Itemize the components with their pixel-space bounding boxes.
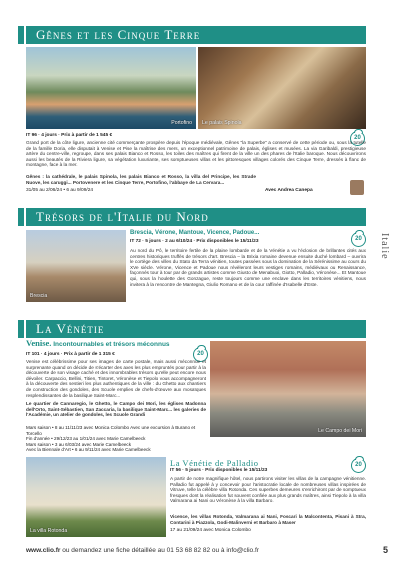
photo-portofino bbox=[26, 47, 196, 129]
photo-campo-dei-mori bbox=[210, 341, 366, 437]
trip-code: IT 72 · 5 jours · 2 au 6/10/24 · Prix disponibles le 15/11/23 bbox=[130, 239, 259, 244]
trip-dates: 17 au 21/09/24 avec Monica Colombo bbox=[170, 528, 251, 533]
photo-palais-spinola bbox=[198, 47, 366, 129]
photo-villa-rotonda bbox=[26, 457, 166, 537]
trip-dates: 31/05 au 2/06/24 • 6 au 9/09/24 bbox=[26, 188, 94, 193]
section-title: Gênes et les Cinque Terre bbox=[36, 27, 201, 42]
page-number: 5 bbox=[382, 545, 388, 555]
date-list bbox=[26, 425, 206, 453]
date-item: Mars saison • 8 au 11/11/23 avec Monica Colombo Avec une excursion à Burano et Torcello bbox=[26, 425, 196, 436]
description: Venise est célébrissime pour ses images de carte postale, mais aussi méconnue et surprenante quand on décide de s'écarter des axes les plus empruntés pour partir à la découverte de son visage caché et des innombrables trésors qu'elle peut encore nous dévoiler. Carpaccio, Bellini, Titien, Tintoret, Véronèse et Tiepolo vous accompagneront à la découverte des sestieri les plus authentiques de la ville : du Ghetto aux chantiers de construction des gondoles, des Scuole emplies de chefs-d'œuvre aux mosaïques resplendissantes de la basilique Saint-Marc... bbox=[26, 359, 206, 398]
footer bbox=[26, 547, 259, 554]
date-item: Fin d'année • 29/12/23 au 1/01/24 avec Marie Camelbeeck bbox=[26, 436, 146, 442]
section-banner-italie-nord bbox=[26, 208, 366, 226]
guide-name: Avec Andrea Canepa bbox=[265, 188, 313, 193]
group-size-badge: 20 bbox=[193, 347, 208, 362]
photo-brescia bbox=[26, 230, 126, 302]
footer-text: ou demandez une fiche détaillée au 01 53 68 82 82 ou à info@clio.fr bbox=[60, 547, 259, 554]
date-item: Mars saison • 3 au 6/03/24 avec Marie Camelbeeck bbox=[26, 441, 132, 447]
highlights: Gênes : la cathédrale, le palais Spinola, les palais Bianco et Rosso, la villa del Principe, les Strade Nuove, les caruggi... Portovenere et les Cinque Terre, Portofino, l'abbaye de La Cervara... bbox=[26, 174, 256, 185]
description: Grand port de la côte ligure, ancienne cité commerçante prospère depuis l'époque médiévale, Gênes "la Superbe" a conservé de cette période ou, sous la tutelle de la famille Doria, elle disputait à Venise et Pise la maîtrise des mers, un exceptionnel patrimoine de palais, églises et musées. La via Garibaldi, prestigieuse artère du centre-ville, regroupe, dans ses palais Bianco et Rosso, les toiles des maîtres qui firent de la ville un des phares de l'Italie baroque. Nous découvrirons aussi les beautés de la Riviera ligure, sa végétation luxuriante, ses somptueuses villas et les pittoresques villages colorés des Cinque Terre, dressés à flanc de montagne, face à la mer. bbox=[26, 140, 366, 168]
description: Au nord du Pô, le territoire fertile de la plaine lombarde et de la Vénétie a vu l'éclosion de brillantes cités aux centres historiques truffés de trésors d'art. Brescia – la Brixia romaine devenue ensuite duché lombard – ouvrira le cortège des villes du Stato da Terra vénitien, toutes passées sous la domination de la Sérénissime au cours du XVe siècle. Vérone, Vicence et Padoue nous révèleront leurs vestiges romains, médiévaux ou Renaissance, façonnés tour à tour par de grands artistes comme Giusto de Menabuoi, Giotto, Palladio, Véronèse... Et Mantoue qui, sous la houlette des Gonzague, reste toujours comme une enclave dans les territoires vénitiens, nous invitera à la rencontre de Mantegna, Giulio Romano et de la cour raffinée d'Isabelle d'Este. bbox=[130, 248, 366, 287]
description: A partir de notre magnifique hôtel, nous partirons visiter les villas de la campagne vénitienne. Palladio fut appelé à y concevoir pour l'aristocratie locale de nombreuses villas inspirées de Vitruve, telle la célèbre villa Rotonda. Ces superbes demeures s'enrichiront par de somptueux fresques dont la réalisation fut souvent confiée aux plus grands maîtres, ainsi Tiepolo à la villa Valmarana ai Nani ou Véronèse à la villa Barbaro. bbox=[170, 476, 366, 504]
group-size-badge: 20 bbox=[351, 232, 366, 247]
group-size-badge: 20 bbox=[351, 458, 366, 473]
subtitle bbox=[26, 338, 170, 348]
subtitle: Brescia, Vérone, Mantoue, Vicence, Padoue... bbox=[130, 230, 260, 236]
photo-caption: Brescia bbox=[30, 293, 48, 299]
section-title: La Vénétie bbox=[36, 321, 105, 336]
subtitle-rest: Incontournables et trésors méconnus bbox=[51, 341, 170, 348]
side-label: Italie bbox=[379, 233, 390, 260]
sub-section-title: La Vénétie de Palladio bbox=[170, 458, 259, 468]
photo-caption: La villa Rotonda bbox=[30, 528, 68, 534]
group-size-badge: 20 bbox=[350, 131, 365, 146]
trip-code: IT 101 · 4 jours · Prix à partir de 1 315 € bbox=[26, 352, 115, 357]
photo-caption: Le palais Spinola bbox=[202, 120, 242, 126]
footer-site-link[interactable]: www.clio.fr bbox=[26, 547, 61, 554]
section-title: Trésors de l'Italie du Nord bbox=[36, 209, 209, 224]
highlights: Vicence, les villas Rotonda, Valmarana ai Nani, Foscari la Malcontenta, Pisani à Stra, Contarini à Piazzola, Godi-Malinverni et Barbaro à Maser bbox=[170, 514, 366, 525]
highlights: Le quartier de Cannaregio, le Ghetto, le Campo dei Mori, les églises Madonna dell'Orto, Saint-Sébastien, San Zaccaria, la basilique Saint-Marc... les galeries de l'Académie, un atelier de gondoles, les Scuole Grandi bbox=[26, 401, 206, 418]
trip-code: IT 96 · 4 jours · Prix à partir de 1 545 € bbox=[26, 133, 113, 138]
photo-caption: Le Campo dei Mori bbox=[318, 428, 362, 434]
section-banner-genes bbox=[26, 26, 366, 44]
guide-avatar bbox=[350, 180, 364, 195]
date-item: Avec la Biennale d'Art • 6 au 9/11/24 avec Marie Camelbeeck bbox=[26, 447, 151, 453]
photo-caption: Portofino bbox=[171, 120, 192, 126]
trip-code: IT 56 · 5 jours · Prix disponibles le 15/11/23 bbox=[170, 468, 268, 473]
subtitle-lead: Venise. bbox=[26, 338, 52, 348]
section-banner-venetie bbox=[26, 320, 366, 338]
